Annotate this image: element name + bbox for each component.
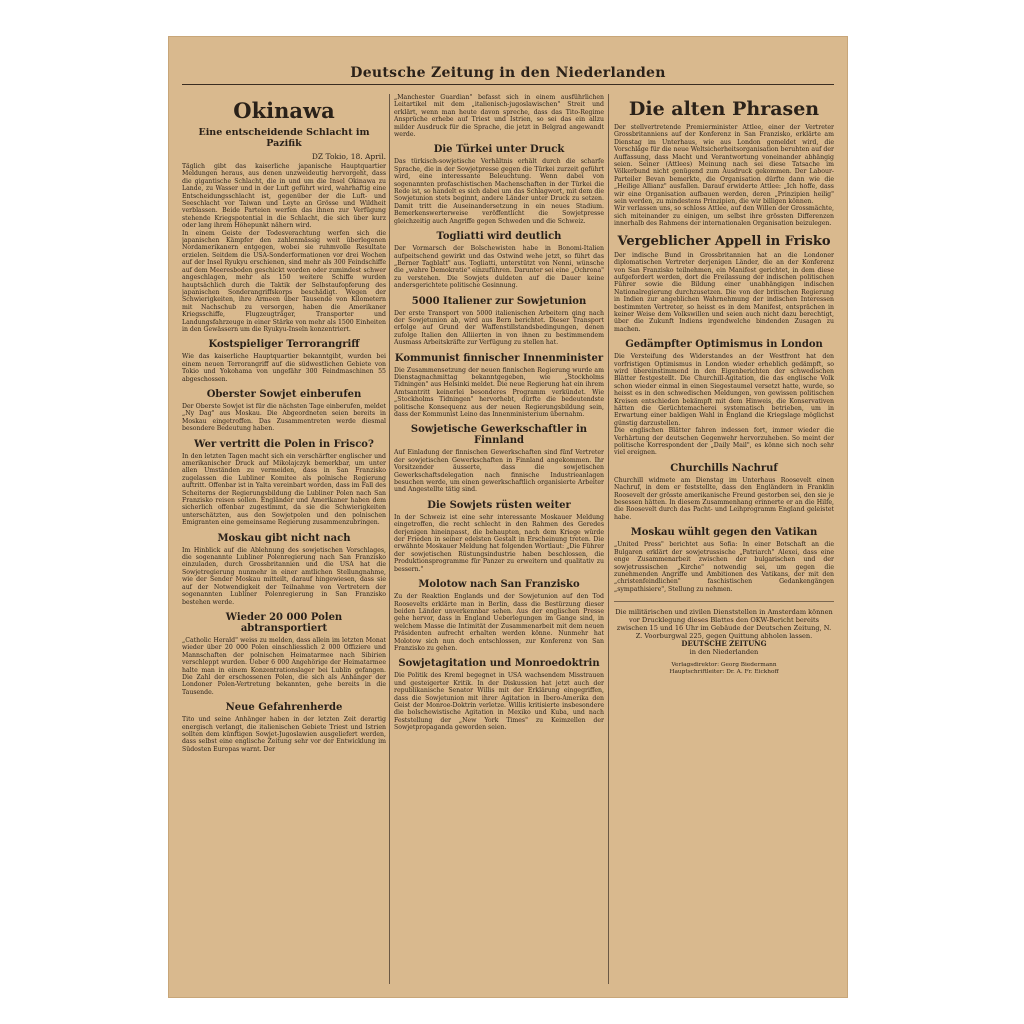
okw-notice — [614, 601, 834, 656]
heading-molotow: Molotow nach San Franzisko — [418, 579, 580, 591]
imprint — [614, 662, 834, 676]
article-body: „Manchester Guardian" befasst sich in einem ausführlichen Leitartikel mit dem „italienisch-jugoslawischen" Streit und erklärt, wenn man heute davon spreche, dass das Tito-Regime Ansprüche erhebe auf Triest und Istrien, so sei das ein allzu milder Ausdruck für die Sprache, die jetzt in Belgrad angewandt werde. — [394, 94, 604, 139]
heading-5000-italiener: 5000 Italiener zur Sowjetunion — [411, 295, 587, 307]
article-body: In den letzten Tagen macht sich ein verschärfter englischer und amerikanischer Druck auf Mikolajczyk bemerkbar, um unter allen Umständen zu vermeiden, dass in San Franzisko zugelassen die Lubliner Komitee als polnische Regierung auftritt. Offenbar ist in Yalta vereinbart worden, dass im Fall des Scheiterns der Regierungsbildung die Lubliner Polen nach San Franzisko reisen sollen. Engländer und Amerikaner haben dem sicherlich offenbar zugestimmt, da sie die Schwierigkeiten unterschätzten, aus den Sowjetpolen und den polnischen Emigranten eine gemeinsame Regierung zusammenzubringen. — [182, 452, 386, 527]
article-body: Der erste Transport von 5000 italienischen Arbeitern ging nach der Sowjetunion ab, wird aus Bern berichtet. Dieser Transport erfolge auf Grund der Waffenstillstandsbedingungen, denen zufolge Italien den Alliierten in von ihnen zu bestimmendem Ausmass Arbeitskräfte zur Verfügung zu stellen hat. — [394, 309, 604, 347]
heading-polen-frisco: Wer vertritt die Polen in Frisco? — [194, 438, 374, 450]
notice-brand: DEUTSCHE ZEITUNG — [681, 639, 767, 649]
article-body: Der Vormarsch der Bolschewisten habe in Bonomi-Italien aufpeitschend gewirkt und das Ostwind wehe jetzt, so führt das „Berner Tagblatt" aus. Togliatti, unterstützt von Nenni, wünsche die „wahre Demokratie" einzuführen. Darunter sei eine „Ochrona" zu verstehen. Die Sowjets duldeten auf die Dauer keine andersgerichtete politische Gesinnung. — [394, 245, 604, 290]
article-body: Auf Einladung der finnischen Gewerkschaften sind fünf Vertreter der sowjetischen Gewerkschaften in Finnland angekommen. Ihr Vorsitzender äusserte, dass die sowjetischen Gewerkschaftsdelegation nach finnische Industrieanlagen besuchen werde, um einen gewerkschaftlich organisierte Arbeiter und Angestellte tätig sind. — [394, 449, 604, 494]
imprint-editor: Hauptschriftleiter: Dr. A. Fr. Eickhoff — [669, 669, 779, 676]
article-body: „United Press" berichtet aus Sofia: In einer Botschaft an die Bulgaren erklärt der sowjetrussische „Patriarch" Alexei, dass eine enge Zusammenarbeit zwischen der bulgarischen und der sowjetrussischen „Kirche" notwendig sei, um gegen die zunehmenden Angriffe und Ambitionen des Vatikans, der mit den „christenfeindlichen" faschistischen Gedankengängen „sympathisiere", Stellung zu nehmen. — [614, 541, 834, 593]
imprint-publisher: Verlagsdirektor: Georg Biedermann — [671, 662, 777, 669]
heading-vatikan: Moskau wühlt gegen den Vatikan — [630, 527, 818, 539]
article-body: Wir verlassen uns, so schloss Attlee, auf den Willen der Grossmächte, sich miteinander zu einigen, um selbst ihre grössten Differenzen innerhalb des Rahmens der internationalen Organisation beizulegen. — [614, 205, 834, 228]
heading-gefahrenherde: Neue Gefahrenherde — [225, 702, 343, 714]
heading-20000-polen: Wieder 20 000 Polen abtransportiert — [225, 611, 343, 634]
article-body: Der stellvertretende Premierminister Attlee, einer der Vertreter Grossbritanniens auf der Konferenz in San Franzisko, erklärte am Dienstag im Unterhaus, wie aus London gemeldet wird, die Vorschläge für die neue Weltsicherheitsorganisation beruhten auf der Auffassung, dass Macht und Verantwortung voneinander abhängig seien. Seiner (Attlees) Meinung nach sei diese Tatsache im Völkerbund nicht genügend zum Ausdruck gekommen. Der Labour-Parteiler Bevan bemerkte, die Organisation dürfte dann wie die „Heilige Allianz" ausfallen. Darauf erwiderte Attlee: „Ich hoffe, dass wir eine Organisation aufbauen werden, deren „Prinzipien heilig" sein werden, zu mindestens Prinzipien, die wir billigen können. — [614, 124, 834, 206]
heading-finnischer-innenminister: Kommunist finnischer Innenminister — [394, 352, 604, 364]
heading-terrorangriff: Kostspieliger Terrorangriff — [208, 339, 360, 351]
article-body: Der Oberste Sowjet ist für die nächsten Tage einberufen, meldet „Ny Dag" aus Moskau. Die Abgeordneten seien bereits in Moskau eingetroffen. Das Zusammentreten werde diesmal besondere Bedeutung haben. — [182, 402, 386, 433]
article-body: Die Politik des Kreml begegnet in USA wachsendem Misstrauen und gesteigerter Kritik. In der Diskussion hat jetzt auch der republikanische Senator Willis mit der Erklärung eingegriffen, dass die Sowjetunion mit ihrer Agitation in Ibero-Amerika den Geist der Monroe-Doktrin verletze. Willis kritisierte insbesondere die bolschewistische Agitation in Mexiko und Kuba, und nach Feststellung der „New York Times" zu Keimzellen der Sowjetpropaganda geworden seien. — [394, 672, 604, 732]
article-body: Zu der Reaktion Englands und der Sowjetunion auf den Tod Roosevelts erklärte man in Berlin, dass die Bestürzung dieser beiden Länder unverkennbar sehen. Aus der englischen Presse gehe hervor, dass in England Ueberlegungen im Gange sind, in welchem Masse die Intimität der Zusammenarbeit mit dem neuen Präsidenten aufrecht erhalten werden könne. Nunmehr hat Molotow sich nun doch entschlossen, zur Konferenz von San Franzisko zu gehen. — [394, 593, 604, 652]
headline-okinawa: Okinawa — [233, 98, 335, 123]
heading-moskau-gibt-nicht-nach: Moskau gibt nicht nach — [217, 532, 351, 544]
headline-alten-phrasen: Die alten Phrasen — [628, 98, 820, 120]
heading-gewerkschaftler: Sowjetische Gewerkschaftler in Finnland — [410, 424, 588, 447]
column-left — [182, 94, 386, 984]
article-body: Täglich gibt das kaiserliche japanische Hauptquartier Meldungen heraus, aus denen unzweideutig hervorgeht, dass die gigantische Schlacht, die in und um die Insel Okinawa zu Lande, zu Wasser und in der Luft geführt wird, wahrhaftig eine Entscheidungsschlacht ist, gegenüber der die Luft- und Seeschlacht vor Taiwan und Leyte an Grösse und Wildheit verblassen. Beide Parteien werfen das ihnen zur Verfügung stehende Kriegspotential in die Schlacht, die sich über kurz oder lang ihrem Höhepunkt nähern wird. — [182, 163, 386, 230]
heading-togliatti: Togliatti wird deutlich — [436, 231, 562, 243]
column-divider — [608, 94, 609, 984]
article-body: Wie das kaiserliche Hauptquartier bekanntgibt, wurden bei einem neuen Terrorangriff auf die südwestlichen Gebiete von Tokio und Yokohama von ungefähr 300 Feindmaschinen 55 abgeschossen. — [182, 353, 386, 383]
column-right — [614, 94, 834, 984]
heading-appell-frisko: Vergeblicher Appell in Frisko — [617, 233, 831, 249]
article-body: Die Zusammensetzung der neuen finnischen Regierung wurde am Dienstagnachmittag bekanntgegeben, wie „Stockholms Tidningen" aus Helsinki meldet. Die neue Regierung hat ein ihrem Amtsantritt keinerlei besonderes Programm verkündet. Wie „Stockholms Tidningen" hervorhebt, dürfte die bedeutendste politische Konsequenz aus der neuen Regierungsbildung sein, dass der Kommunist Leino das Innenministerium übernahm. — [394, 366, 604, 418]
article-body: Der indische Bund in Grossbritannien hat an die Londoner diplomatischen Vertreter derjenigen Länder, die an der Konferenz von San Franzisko teilnehmen, ein Manifest gerichtet, in dem diese aufgefordert werden, dort die Freilassung der indischen politischen Führer sowie die Bildung einer unabhängigen indischen Nationalregierung durchzusetzen. Die von der britischen Regierung in Indien zur angeblichen Wahrnehmung der indischen Interessen bestimmten Vertreter, so heisst es in dem Manifest, entsprächen in keiner Weise dem Volkswillen und seien auch nicht dazu berechtigt, über die Zukunft Indiens irgendwelche bindenden Zusagen zu machen. — [614, 251, 834, 333]
article-body: Im Hinblick auf die Ablehnung des sowjetischen Vorschlages, die sogenannte Lubliner Polenregierung nach San Franzisko einzuladen, durch Grossbritannien und die USA hat die Sowjetregierung nunmehr in einer amtlichen Stellungnahme, wie der Sender Moskau mitteilt, darauf hingewiesen, dass sie auf der Notwendigkeit der Teilnahme von Vertretern der sogenannten Lubliner Polenregierung in San Franzisko bestehen werde. — [182, 546, 386, 606]
article-body: Churchill widmete am Dienstag im Unterhaus Roosevelt einen Nachruf, in dem er feststellte, dass den Engländern in Franklin Roosevelt der grösste amerikanische Freund gestorben sei, den sie je besessen hätten. In diesem Zusammenhang erinnerte er an die Hilfe, die Roosevelt durch das Pacht- und Leihprogramm England geleistet habe. — [614, 476, 834, 521]
article-body: Tito und seine Anhänger haben in der letzten Zeit derartig energisch verlangt, die italienischen Gebiete Triest und Istrien sollten dem künftigen Sowjet-Jugoslawien ausgeliefert werden, dass selbst eine englische Zeitung sehr vor der Entwicklung im Südosten Europas warnt. Der — [182, 716, 386, 753]
heading-optimismus-london: Gedämpfter Optimismus in London — [625, 339, 823, 351]
article-body: Die Versteifung des Widerstandes an der Westfront hat den vorfristigen Optimismus in London wieder erheblich gedämpft, so wird übereinstimmend in den Eigenberichten der schwedischen Blätter festgestellt. Die Churchill-Agitation, die das englische Volk schon wieder einmal in einen Siegestaumel versetzt hatte, wurde, so heisst es in den schwedischen Meldungen, von gewissen politischen Kreisen entschieden bekämpft mit dem Hinweis, die Konservativen hätten die Gerüchtemacherei systematisch betrieben, um in Erwartung einer baldigen Wahl in England die Kriegslage möglichst günstig darzustellen. — [614, 353, 834, 427]
masthead-title: Deutsche Zeitung in den Niederlanden — [350, 65, 666, 81]
notice-brand-sub: in den Niederlanden — [689, 648, 759, 657]
article-body: Die englischen Blätter fahren indessen fort, immer wieder die Verhärtung der deutschen Gegenwehr hervorzuheben. So meint der politische Korrespondent der „Daily Mail", es könne sich noch sehr viel ereignen. — [614, 427, 834, 457]
masthead — [182, 62, 834, 85]
newspaper-page — [168, 36, 848, 998]
column-middle — [394, 94, 604, 984]
notice-text: Die militärischen und zivilen Dienststellen in Amsterdam können vor Drucklegung dieses Blattes den OKW-Bericht bereits zwischen 15 und 16 Uhr im Gebäude der Deutschen Zeitung, N. Z. Voorburgwal 225, gegen Quittung abholen lassen. — [615, 608, 833, 641]
subheadline: Eine entscheidende Schlacht im Pazifik — [198, 127, 370, 149]
article-body: In einem Geiste der Todesverachtung werfen sich die japanischen Kämpfer den zahlenmässig weit überlegenen Nordamerikanern entgegen, wobei sie ruhmvolle Resultate erzielen. Seitdem die USA-Sonderformationen vor drei Wochen auf der Insel Ryukyu erschienen, sind mehr als 300 Feindschiffe auf dem Meeresboden geschickt worden oder zumindest schwer angeschlagen, mehr als 150 weitere Schiffe wurden hauptsächlich durch die Taktik der Selbstaufopferung des japanischen Sonderangriffskorps beschädigt. Wegen der Schwierigkeiten, ihre Armeen über Tausende von Kilometern mit Nachschub zu versorgen, haben die Amerikaner Kriegsschiffe, Flugzeugträger, Transporter und Landungsfahrzeuge in einer Stärke von mehr als 1500 Einheiten in den Gewässern um die Ryukyu-Inseln konzentriert. — [182, 229, 386, 333]
article-body: „Catholic Herald" weiss zu melden, dass allein im letzten Monat wieder über 20 000 Polen einschliesslich 2 000 Offiziere und Mannschaften der polnischen Heimatarmee nach Sibirien verschleppt wurden. Ueber 6 000 Angehörige der Heimatarmee halte man in einem Konzentrationslager bei Lublin gefangen. Die Zahl der erschossenen Polen, die sich als Anhänger der Londoner Polen-Vertretung bekannten, gehe bereits in die Tausende. — [182, 636, 386, 696]
column-divider — [389, 94, 390, 984]
heading-monroedoktrin: Sowjetagitation und Monroedoktrin — [398, 658, 600, 670]
heading-churchills-nachruf: Churchills Nachruf — [670, 462, 778, 474]
heading-sowjets-ruesten: Die Sowjets rüsten weiter — [427, 499, 571, 511]
article-body: Das türkisch-sowjetische Verhältnis erhält durch die scharfe Sprache, die in der Sowjetpresse gegen die Türkei zurzeit geführt wird, eine interessante Beleuchtung. Wenn dabei von sogenannten profaschistischen Machenschaften in der Türkei die Rede ist, so handelt es sich dabei um das Schlagwort, mit dem die Sowjetunion stets beginnt, andere Länder unter Druck zu setzen. Damit tritt die Auseinandersetzung in ein neues Stadium. Bemerkenswerterweise veröffentlicht die Sowjetpresse gleichzeitig auch Angriffe gegen Schweden und die Schweiz. — [394, 158, 604, 225]
heading-tuerkei: Die Türkei unter Druck — [433, 144, 565, 156]
dateline: DZ Tokio, 18. April. — [311, 152, 386, 161]
heading-oberster-sowjet: Oberster Sowjet einberufen — [206, 388, 362, 400]
article-body: In der Schweiz ist eine sehr interessante Moskauer Meldung eingetroffen, die recht schlecht in den Rahmen des Geredes derjenigen hineinpasst, die behaupten, nach dem Kriege würde der Frieden in seiner edelsten Gestalt in Erscheinung treten. Die erwähnte Moskauer Meldung hat folgenden Wortlaut: „Die Führer der sowjetischen Rüstungsindustrie haben beschlossen, die Produktionsprogramme für Panzer zu erweitern und qualitativ zu bessern." — [394, 513, 604, 573]
